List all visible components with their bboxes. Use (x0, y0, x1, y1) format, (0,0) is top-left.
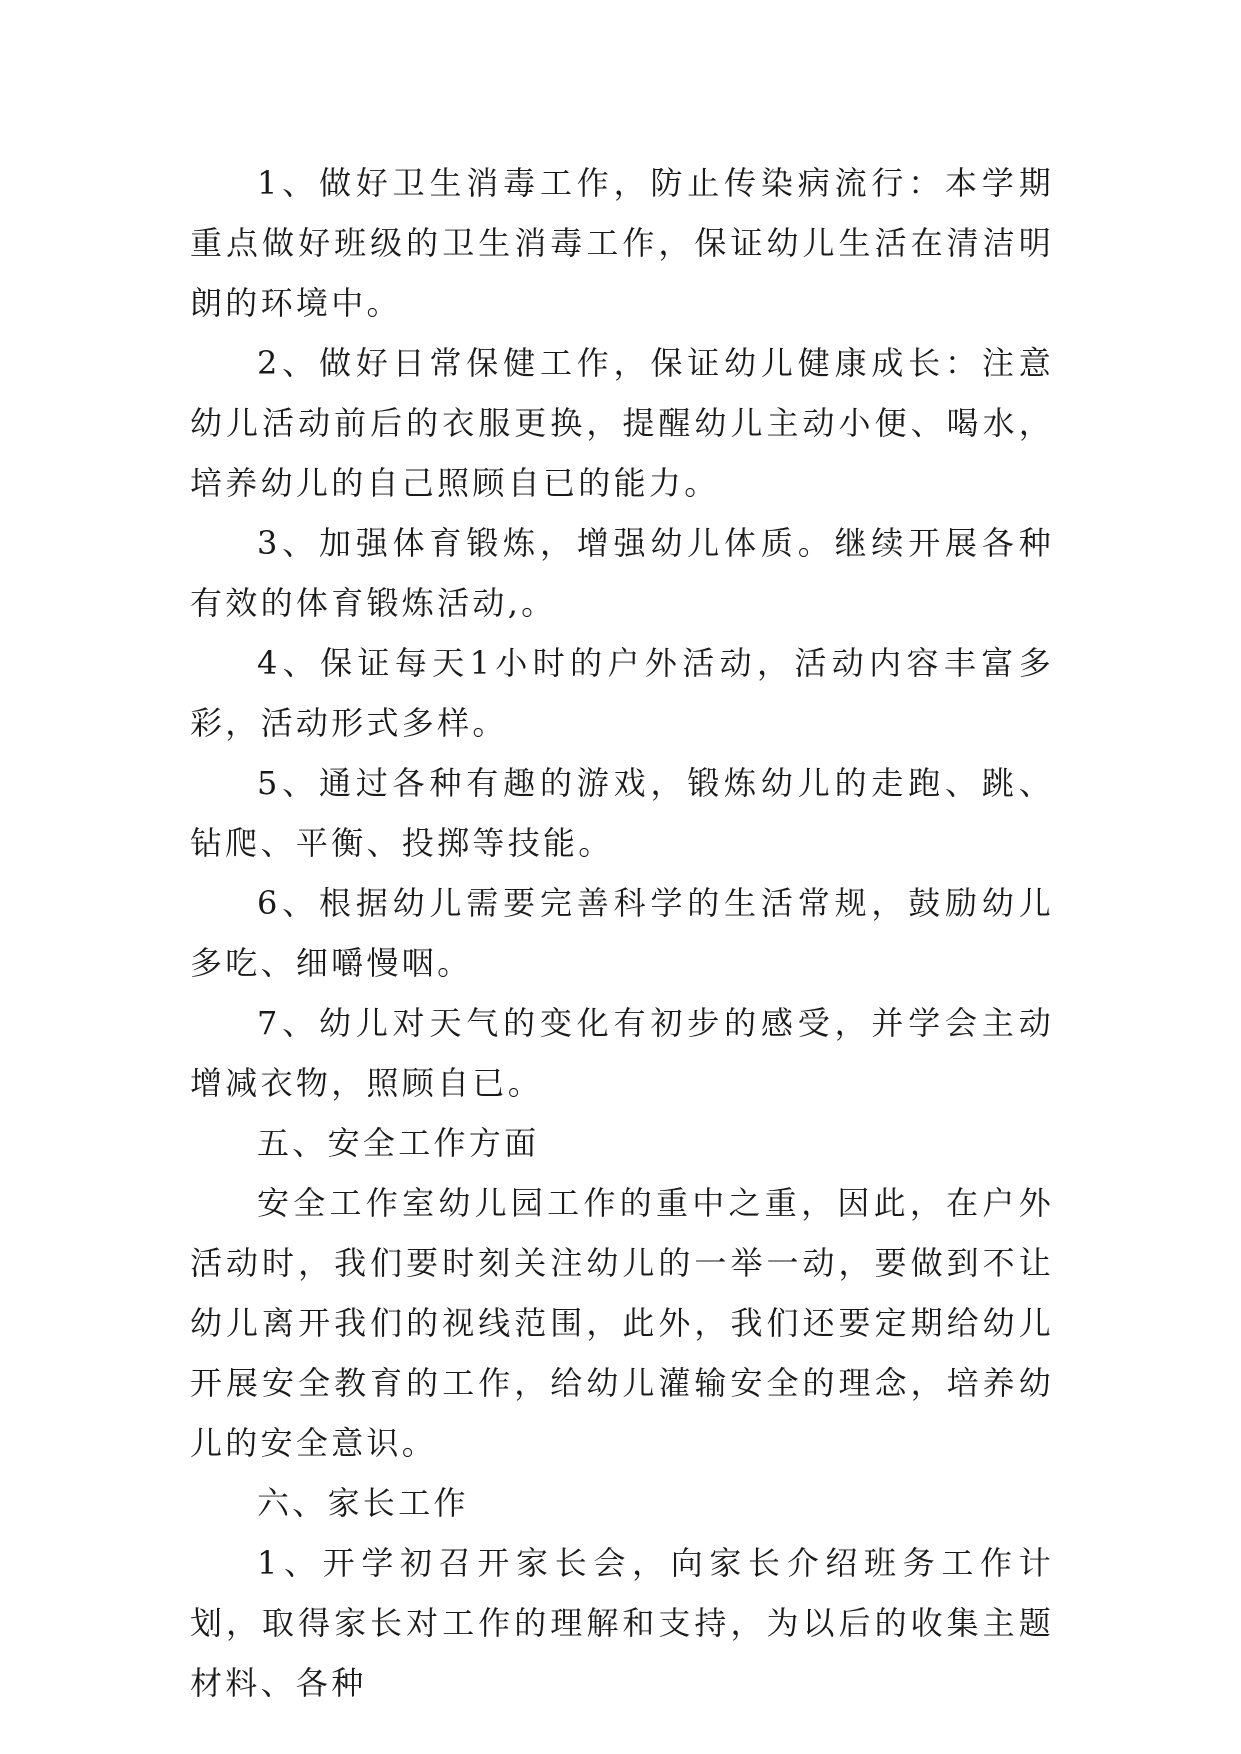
paragraph-games: 5、通过各种有趣的游戏，锻炼幼儿的走跑、跳、钻爬、平衡、投掷等技能。 (190, 764, 1054, 862)
paragraph-parent-meeting: 1、开学初召开家长会，向家长介绍班务工作计划，取得家长对工作的理解和支持，为以后的收集主题材料、各种 (190, 1544, 1054, 1702)
section-heading-parents: 六、家长工作 (257, 1484, 469, 1522)
paragraph-outdoor: 4、保证每天1小时的户外活动，活动内容丰富多彩，活动形式多样。 (190, 644, 1054, 742)
paragraph-safety: 安全工作室幼儿园工作的重中之重，因此，在户外活动时，我们要时刻关注幼儿的一举一动，要做到不让幼儿离开我们的视线范围，此外，我们还要定期给幼儿开展安全教育的工作，给幼儿灌输安全的理念，培养幼儿的安全意识。 (190, 1184, 1054, 1462)
document-body (190, 153, 1054, 1713)
paragraph-exercise: 3、加强体育锻炼，增强幼儿体质。继续开展各种有效的体育锻炼活动,。 (190, 524, 1054, 622)
paragraph-hygiene: 1、做好卫生消毒工作，防止传染病流行：本学期重点做好班级的卫生消毒工作，保证幼儿生活在清洁明朗的环境中。 (190, 164, 1054, 322)
section-heading-safety: 五、安全工作方面 (257, 1124, 540, 1162)
paragraph-routine: 6、根据幼儿需要完善科学的生活常规，鼓励幼儿多吃、细嚼慢咽。 (190, 884, 1054, 982)
paragraph-weather: 7、幼儿对天气的变化有初步的感受，并学会主动增减衣物，照顾自已。 (190, 1004, 1054, 1102)
paragraph-daily-care: 2、做好日常保健工作，保证幼儿健康成长：注意幼儿活动前后的衣服更换，提醒幼儿主动小便、喝水，培养幼儿的自己照顾自已的能力。 (190, 344, 1054, 502)
